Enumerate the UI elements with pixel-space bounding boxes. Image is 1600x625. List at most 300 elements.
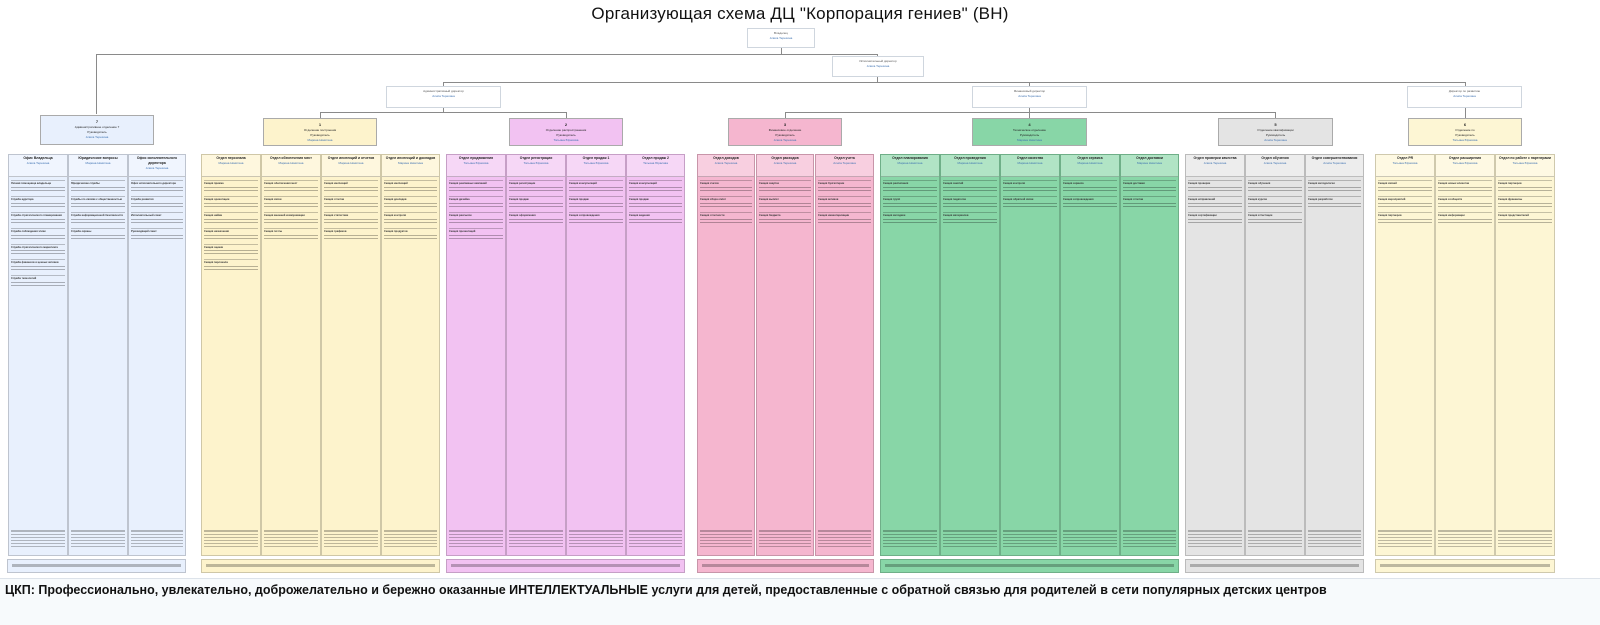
section-item: [71, 228, 125, 241]
column-ckp: [1378, 530, 1432, 549]
section-item: [1188, 196, 1242, 209]
section-title: Секция новых клиентов: [1438, 182, 1470, 185]
section-title: Секция персонала: [204, 261, 228, 265]
section-item: [71, 180, 125, 193]
section-description: [131, 235, 183, 241]
column-header: [881, 155, 939, 177]
column-title: Отдел PR: [1396, 156, 1414, 160]
section-title: Секция отчетности: [700, 213, 725, 217]
section-title: Секция проверки: [1188, 182, 1211, 185]
column-ckp: [449, 530, 503, 549]
section-title: Офис исполнительного директора: [131, 182, 176, 185]
column-title: Отдел сервиса: [1077, 156, 1103, 160]
section-item: [700, 196, 752, 209]
column-ckp: [1438, 530, 1492, 549]
column-person[interactable]: Алиса Терехина: [714, 161, 738, 166]
department-sub: Руководитель: [310, 133, 330, 138]
section-description: [1063, 203, 1117, 209]
admin-director-role: Административный директор: [423, 89, 464, 93]
column-5: [261, 154, 321, 556]
section-title: Секция сертификации: [1188, 213, 1217, 217]
column-ckp: [509, 530, 563, 549]
section-title: Секция обратной связи: [1003, 197, 1034, 201]
department-person[interactable]: Марина Никитина: [307, 137, 333, 142]
section-description: [204, 266, 258, 272]
section-description: [204, 203, 258, 209]
section-description: [11, 250, 65, 256]
section-title: Секция оценки: [204, 245, 224, 249]
column-ckp: [264, 530, 318, 549]
column-title: Отдел качества: [1016, 156, 1044, 160]
column-header: [941, 155, 999, 177]
section-description: [204, 235, 258, 241]
column-header: [69, 155, 127, 177]
section-item: [11, 180, 65, 193]
column-person[interactable]: Алиса Терехина: [145, 166, 169, 171]
section-item: [629, 212, 682, 225]
section-description: [1498, 203, 1552, 209]
department-sub: Руководитель: [1455, 133, 1475, 138]
column-person[interactable]: Алиса Терехина: [833, 161, 856, 166]
section-title: Секция сопровождения: [569, 213, 600, 217]
section-description: [204, 219, 258, 225]
column-title: Отдел расходов: [771, 156, 799, 160]
section-title: Секция педагогов: [943, 197, 966, 201]
column-header: [567, 155, 625, 177]
section-item: [449, 196, 503, 209]
section-description: [324, 203, 378, 209]
section-title: Секция групп: [883, 197, 901, 201]
finance-director-person[interactable]: Алиса Терехина: [1018, 93, 1041, 98]
section-item: [1308, 180, 1361, 193]
department-number: 1: [318, 122, 322, 127]
section-item: [1003, 196, 1057, 209]
section-title: Секция докладов: [384, 197, 407, 201]
column-person[interactable]: Марина Никитина: [897, 161, 923, 166]
section-title: Службы по связям с общественностью: [71, 197, 123, 201]
section-description: [449, 203, 503, 209]
section-title: Секция доставки: [1123, 182, 1145, 185]
column-title: Отдел учета: [834, 156, 855, 160]
section-item: [1438, 196, 1492, 209]
section-item: [1248, 180, 1302, 193]
section-item: [509, 196, 563, 209]
column-header: [129, 155, 185, 177]
section-title: Служба информационной безопасности: [71, 213, 123, 217]
column-person[interactable]: Татьяна Юрасова: [463, 161, 489, 166]
finance-director-role: Финансовый директор: [1013, 89, 1046, 93]
section-description: [384, 203, 437, 209]
section-description: [11, 282, 65, 288]
section-description: [1003, 203, 1057, 209]
department-name: Финансовое отделение: [768, 128, 802, 133]
section-description: [11, 203, 65, 209]
column-13: [756, 154, 814, 556]
department-person[interactable]: Алиса Терехина: [773, 137, 797, 142]
department-7-footer: [7, 559, 186, 573]
section-description: [569, 203, 623, 209]
section-description: [1123, 187, 1176, 193]
column-ckp: [818, 530, 871, 549]
section-item: [384, 180, 437, 193]
column-1: [8, 154, 68, 556]
executive-person[interactable]: Алиса Терехина: [866, 63, 890, 68]
section-description: [324, 235, 378, 241]
column-person[interactable]: Марина Никитина: [1137, 161, 1162, 166]
section-description: [1248, 187, 1302, 193]
column-8: [446, 154, 506, 556]
section-title: Секция курсов: [1248, 197, 1267, 201]
section-item: [131, 228, 183, 241]
section-title: Служба соблюдения этики: [11, 229, 46, 233]
section-item: [204, 228, 258, 241]
dev-director-person[interactable]: Алиса Терехина: [1453, 93, 1476, 98]
section-title: Секция инспекций: [384, 182, 408, 185]
executive-role: Исполнительный директор: [859, 59, 897, 63]
section-item: [264, 228, 318, 241]
section-item: [759, 180, 811, 193]
section-title: Секция ведения: [629, 213, 650, 217]
section-item: [71, 196, 125, 209]
column-person[interactable]: Марина Никитина: [338, 161, 364, 166]
department-name: Отделение квалификации: [1257, 128, 1294, 133]
section-title: Секция методологии: [1308, 182, 1335, 185]
section-description: [71, 203, 125, 209]
section-description: [324, 187, 378, 193]
section-title: Секция активов: [818, 197, 839, 201]
section-title: Служба стратегического планирования: [11, 213, 62, 217]
section-title: Секция найма: [204, 213, 222, 217]
section-title: Секция расписания: [883, 182, 909, 185]
section-item: [1438, 180, 1492, 193]
section-item: [131, 196, 183, 209]
column-12: [697, 154, 755, 556]
department-person[interactable]: Татьяна Юрасова: [1452, 137, 1478, 142]
section-item: [384, 212, 437, 225]
section-title: Секция связи: [264, 197, 282, 201]
admin-director-box: [386, 86, 501, 108]
section-item: [11, 212, 65, 225]
column-person[interactable]: Марина Никитина: [398, 161, 423, 166]
section-title: Секция продуктов: [384, 229, 408, 233]
section-item: [700, 212, 752, 225]
section-description: [883, 203, 937, 209]
ckp-banner: [0, 578, 1600, 625]
column-title: Отдел планирования: [892, 156, 928, 160]
department-number: 2: [564, 122, 568, 127]
section-item: [1438, 212, 1492, 225]
column-ckp: [1063, 530, 1117, 549]
department-number: 7: [95, 119, 99, 124]
section-description: [71, 187, 125, 193]
column-header: [757, 155, 813, 177]
finance-director-box: [972, 86, 1087, 108]
section-description: [818, 203, 871, 209]
section-description: [11, 266, 65, 272]
section-title: Секция рассылок: [449, 213, 472, 217]
department-4-box: [972, 118, 1087, 146]
column-person[interactable]: Марина Никитина: [1077, 161, 1103, 166]
column-25: [1495, 154, 1555, 556]
section-item: [449, 228, 503, 241]
department-1-box: [263, 118, 377, 146]
section-title: Секция статистики: [324, 213, 349, 217]
section-item: [759, 196, 811, 209]
section-title: Секция контроля: [1003, 182, 1025, 185]
section-title: Секция выплат: [759, 197, 779, 201]
section-item: [759, 212, 811, 225]
section-title: Секция приема: [204, 182, 224, 185]
column-header: [698, 155, 754, 177]
column-title: Отдел обучения: [1261, 156, 1289, 160]
section-description: [569, 187, 623, 193]
department-person[interactable]: Татьяна Юрасова: [553, 137, 579, 142]
column-person[interactable]: Татьяна Юрасова: [1392, 161, 1418, 166]
column-title: Отдел доходов: [713, 156, 739, 160]
department-sub: Руководитель: [1019, 133, 1040, 138]
department-3-footer: [697, 559, 874, 573]
section-title: Секция материалов: [943, 213, 969, 217]
owner-role: Владелец: [774, 31, 788, 35]
department-person[interactable]: Алиса Терехина: [85, 134, 109, 139]
section-title: Служба охраны: [71, 229, 92, 233]
section-description: [943, 219, 997, 225]
section-description: [11, 187, 65, 193]
column-person[interactable]: Марина Никитина: [218, 161, 244, 166]
section-title: Секция методики: [883, 213, 906, 217]
column-ckp: [204, 530, 258, 549]
section-title: Секция графиков: [324, 229, 347, 233]
column-16: [940, 154, 1000, 556]
owner-box: [747, 28, 815, 48]
column-title: Офис исполнительного директора: [136, 156, 178, 166]
section-item: [1063, 180, 1117, 193]
section-title: Секция сообществ: [1438, 197, 1463, 201]
section-title: Секция ориентации: [204, 197, 230, 201]
column-title: Офис Владельца: [23, 156, 53, 160]
section-description: [629, 187, 682, 193]
section-item: [324, 180, 378, 193]
section-item: [818, 212, 871, 225]
section-item: [204, 196, 258, 209]
column-title: Юридические вопросы: [78, 156, 118, 160]
section-title: Секция бюджета: [759, 213, 781, 217]
section-item: [943, 180, 997, 193]
section-description: [1248, 219, 1302, 225]
column-header: [322, 155, 380, 177]
column-2: [68, 154, 128, 556]
department-sub: Руководитель: [87, 130, 107, 135]
column-title: Отдел по работе с партнерами: [1499, 156, 1551, 160]
section-description: [204, 187, 258, 193]
section-description: [449, 187, 503, 193]
section-description: [1308, 203, 1361, 209]
column-person[interactable]: Марина Никитина: [85, 161, 111, 166]
section-item: [11, 275, 65, 288]
section-title: Секция консультаций: [569, 182, 597, 185]
section-item: [449, 212, 503, 225]
column-header: [1376, 155, 1434, 177]
section-description: [1308, 187, 1361, 193]
column-person[interactable]: Алиса Терехина: [1203, 161, 1227, 166]
section-title: Секция сбора оплат: [700, 197, 726, 201]
column-9: [506, 154, 566, 556]
column-ckp: [71, 530, 125, 549]
column-person[interactable]: Алиса Терехина: [1263, 161, 1287, 166]
section-title: Секция занятий: [943, 182, 964, 185]
section-title: Секция продаж: [509, 197, 529, 201]
section-title: Секция аттестации: [1248, 213, 1273, 217]
column-person[interactable]: Алиса Терехина: [1323, 161, 1346, 166]
section-title: Секция консультаций: [629, 182, 657, 185]
section-description: [509, 203, 563, 209]
section-item: [1498, 196, 1552, 209]
column-24: [1435, 154, 1495, 556]
section-description: [449, 219, 503, 225]
column-title: Отдел расширения: [1448, 156, 1482, 160]
section-description: [1188, 219, 1242, 225]
column-person[interactable]: Татьяна Юрасова: [1452, 161, 1478, 166]
department-number: 3: [783, 122, 787, 127]
section-item: [1498, 180, 1552, 193]
department-person[interactable]: Алиса Терехина: [1264, 137, 1287, 142]
section-title: Секция бухгалтерии: [818, 182, 845, 185]
column-ckp: [1188, 530, 1242, 549]
department-2-box: [509, 118, 623, 146]
column-14: [815, 154, 874, 556]
section-title: Секция представителей: [1498, 213, 1529, 217]
section-item: [509, 180, 563, 193]
section-item: [1498, 212, 1552, 225]
section-item: [818, 196, 871, 209]
column-ckp: [629, 530, 682, 549]
section-description: [264, 203, 318, 209]
column-ckp: [943, 530, 997, 549]
admin-director-person[interactable]: Алиса Терехина: [432, 93, 455, 98]
column-23: [1375, 154, 1435, 556]
section-item: [449, 180, 503, 193]
section-title: Секция обеспечения мест: [264, 182, 298, 185]
section-description: [1438, 203, 1492, 209]
department-name: Отделение распространения: [545, 128, 587, 133]
column-ckp: [759, 530, 811, 549]
section-title: Секция продаж: [629, 197, 649, 201]
section-title: Секция регистрации: [509, 182, 536, 185]
section-description: [384, 219, 437, 225]
section-title: Секция сопровождения: [1063, 197, 1094, 201]
department-person[interactable]: Марина Никитина: [1017, 137, 1042, 142]
department-name: Техническое отделение: [1013, 128, 1046, 133]
section-item: [204, 259, 258, 272]
section-description: [700, 219, 752, 225]
column-person[interactable]: Марина Никитина: [1017, 161, 1043, 166]
section-description: [131, 219, 183, 225]
section-item: [1378, 212, 1432, 225]
section-description: [1378, 187, 1432, 193]
column-person[interactable]: Алиса Терехина: [773, 161, 797, 166]
section-item: [1248, 212, 1302, 225]
section-description: [1438, 219, 1492, 225]
column-ckp: [324, 530, 378, 549]
department-5-box: [1218, 118, 1333, 146]
owner-person[interactable]: Алиса Терехина: [769, 35, 793, 40]
column-10: [566, 154, 626, 556]
department-sub: Руководитель: [1265, 133, 1286, 138]
section-description: [384, 187, 437, 193]
section-title: Секция контроля: [384, 213, 406, 217]
column-person[interactable]: Марина Никитина: [278, 161, 304, 166]
department-number: 4: [1028, 122, 1031, 127]
section-item: [1188, 180, 1242, 193]
column-ckp: [1498, 530, 1552, 549]
column-person[interactable]: Татьяна Юрасова: [583, 161, 609, 166]
column-title: Отдел регистрации: [519, 156, 553, 160]
section-item: [629, 196, 682, 209]
section-title: Секция партнеров: [1498, 182, 1522, 185]
section-description: [759, 219, 811, 225]
section-description: [131, 187, 183, 193]
section-title: Секция почты: [264, 229, 283, 233]
column-person[interactable]: Алиса Терехина: [26, 161, 50, 166]
column-header: [816, 155, 873, 177]
section-item: [204, 244, 258, 257]
section-title: Секция назначения: [204, 229, 229, 233]
department-name: Отделение по: [1455, 128, 1475, 133]
column-person[interactable]: Татьяна Юрасова: [1512, 161, 1538, 166]
column-20: [1185, 154, 1245, 556]
section-item: [384, 196, 437, 209]
column-header: [507, 155, 565, 177]
section-title: Личная помощница владельца: [11, 182, 51, 185]
section-title: Служба технологий: [11, 277, 37, 281]
column-ckp: [1308, 530, 1361, 549]
column-ckp: [131, 530, 183, 549]
section-item: [629, 180, 682, 193]
column-person[interactable]: Марина Никитина: [957, 161, 983, 166]
section-item: [569, 180, 623, 193]
column-7: [381, 154, 440, 556]
section-description: [509, 187, 563, 193]
section-item: [1063, 196, 1117, 209]
column-person[interactable]: Татьяна Юрасова: [643, 161, 668, 166]
column-title: Отдел персонала: [216, 156, 246, 160]
section-description: [449, 235, 503, 241]
section-description: [943, 187, 997, 193]
department-4-footer: [880, 559, 1179, 573]
department-2-footer: [446, 559, 685, 573]
section-item: [1188, 212, 1242, 225]
column-22: [1305, 154, 1364, 556]
section-description: [943, 203, 997, 209]
column-11: [626, 154, 685, 556]
section-description: [264, 235, 318, 241]
department-6-box: [1408, 118, 1522, 146]
column-header: [202, 155, 260, 177]
column-6: [321, 154, 381, 556]
section-item: [883, 196, 937, 209]
section-title: Секция исправлений: [1188, 197, 1216, 201]
column-person[interactable]: Татьяна Юрасова: [523, 161, 549, 166]
column-title: Отдел инспекций и докладов: [385, 156, 436, 160]
column-title: Отдел продаж 1: [582, 156, 610, 160]
section-title: Юридические службы: [71, 182, 100, 185]
column-title: Отдел проведения: [954, 156, 986, 160]
column-3: [128, 154, 186, 556]
section-title: Секция отчетов: [1123, 197, 1144, 201]
section-description: [1188, 203, 1242, 209]
section-description: [264, 187, 318, 193]
section-item: [883, 180, 937, 193]
